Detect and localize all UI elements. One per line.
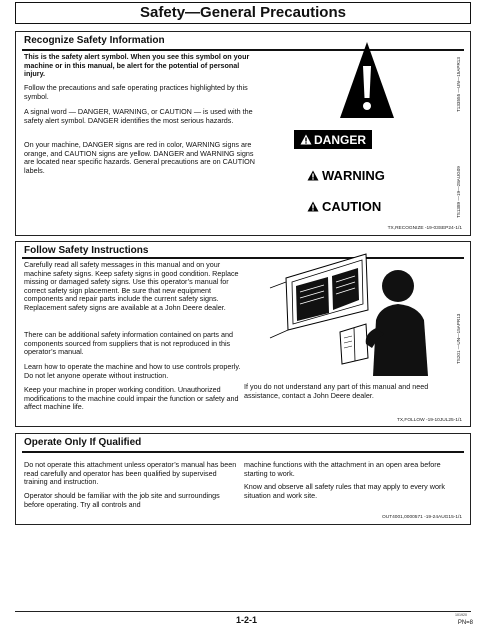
section-rule	[22, 49, 464, 51]
page-number: 1-2-1	[235, 615, 257, 625]
caution-label: CAUTION	[322, 199, 382, 214]
paragraph: If you do not understand any part of this manual and need assistance, contact a John Deere dealer.	[244, 382, 429, 400]
paragraph: Operator should be familiar with the job site and surroundings before operating. Try all controls and	[24, 491, 220, 509]
reference-code: TX,FOLLOW -19-10JUL25-1/1	[396, 418, 462, 423]
paragraph: Follow the precautions and safe operating practices highlighted by this symbol.	[24, 83, 248, 101]
paragraph: On your machine, DANGER signs are red in color, WARNING signs are orange, and CAUTION signs are yellow. DANGER and WARNING signs are located near specific hazards. General precautions are on CAUTION labels.	[24, 140, 255, 175]
paragraph: Do not operate this attachment unless operator’s manual has been read carefully and operator has been qualified by supervised training and instruction.	[24, 460, 237, 487]
warning-sign	[307, 168, 385, 183]
reference-code: TX,RECOGNIZE -19-03SEP24-1/1	[387, 226, 462, 231]
alert-triangle-icon	[300, 134, 312, 145]
paragraph: Learn how to operate the machine and how to use controls properly. Do not let anyone operate without instruction.	[24, 362, 241, 380]
paragraph: Keep your machine in proper working condition. Unauthorized modifications to the machine could impair the function or safety and affect machine life.	[24, 385, 239, 412]
figure-reference: TS1389 —19—28AUG09	[456, 166, 461, 218]
section-follow-instructions	[15, 241, 471, 427]
section-recognize-safety	[15, 31, 471, 236]
operator-reading-manual-illustration	[268, 248, 453, 376]
paragraph: This is the safety alert symbol. When you see this symbol on your machine or in this manual, be alert for the potential of personal injury.	[24, 52, 250, 79]
danger-label: DANGER	[314, 132, 367, 147]
figure-reference: T133555 —UN—15APR13	[456, 57, 461, 112]
warning-label: WARNING	[322, 168, 385, 183]
paragraph: Carefully read all safety messages in this manual and on your machine safety signs. Keep safety signs in good condition. Replace missing or damaged safety signs. Use this operator’s manual for correct safety sign placement. Be sure that new equipment components and repair parts include the current safety signs. Replacement safety signs are available at a John Deere dealer.	[24, 260, 239, 312]
danger-sign	[294, 130, 372, 149]
paragraph: machine functions with the attachment in an open area before starting to work.	[244, 460, 441, 478]
page-title: Safety—General Precautions	[15, 2, 471, 24]
paragraph: There can be additional safety information contained on parts and components sourced from suppliers that is not reproduced in this operator’s manual.	[24, 330, 233, 357]
footer-rule	[15, 611, 471, 612]
paragraph: Know and observe all safety rules that may apply to every work situation and work site.	[244, 482, 445, 500]
paragraph: A signal word — DANGER, WARNING, or CAUTION — is used with the safety alert symbol. DANGER identifies the most serious hazards.	[24, 107, 253, 125]
caution-sign	[307, 199, 381, 214]
alert-triangle-icon	[307, 201, 319, 212]
reference-code: OUT4001,0000571 -19-24AUG15-1/1	[382, 515, 462, 520]
section-title: Operate Only If Qualified	[24, 437, 142, 448]
section-operate-qualified	[15, 433, 471, 525]
alert-triangle-icon	[307, 170, 319, 181]
section-title: Recognize Safety Information	[24, 35, 165, 46]
section-title: Follow Safety Instructions	[24, 245, 149, 256]
section-rule	[22, 451, 464, 453]
safety-alert-icon	[338, 40, 396, 120]
pn-number: PN=8	[457, 620, 473, 626]
footer-code: 101920	[455, 613, 467, 617]
figure-reference: TS201 —UN—15APR13	[456, 313, 461, 364]
